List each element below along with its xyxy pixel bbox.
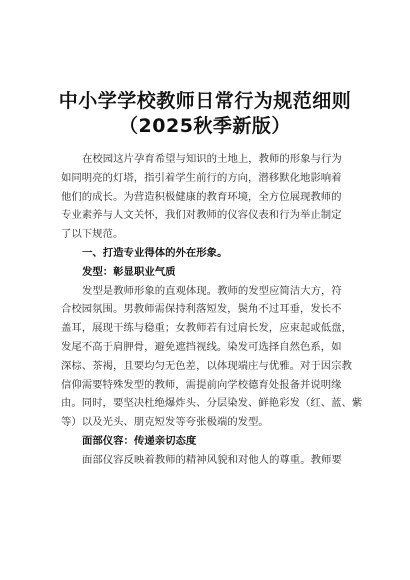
subheading-label: 发型： <box>82 265 114 278</box>
hair-line: 信仰需要特殊发型的教师，需提前向学校德育处报备并说明缘 <box>61 378 342 391</box>
hair-line: 由。同时，要坚决杜绝爆炸头、分层染发、鲜艳彩发（红、蓝、紫 <box>61 397 363 410</box>
section-heading: 一、打造专业得体的外在形象。 <box>82 246 228 259</box>
hair-line: 发尾不高于肩胛骨，避免遮挡视线。染发可选择自然色系，如 <box>61 340 342 353</box>
document-title: 中小学学校教师日常行为规范细则 <box>58 90 352 112</box>
hair-line: 盖耳，展现干练与稳重；女教师若有过肩长发，应束起或低盘， <box>61 322 352 335</box>
hair-line: 发型是教师形象的直观体现。教师的发型应简洁大方，符 <box>82 284 342 297</box>
intro-line: 在校园这片孕育希望与知识的土地上，教师的形象与行为 <box>82 153 342 165</box>
subheading-label: 面部仪容： <box>82 434 134 447</box>
intro-line: 如同明亮的灯塔，指引着学生前行的方向，潜移默化地影响着 <box>61 171 342 184</box>
face-line: 面部仪容反映着教师的精神风貌和对他人的尊重。教师要 <box>82 453 342 466</box>
intro-line: 了以下规范。 <box>61 228 124 241</box>
intro-line: 专业素养与人文关怀，我们对教师的仪容仪表和行为举止制定 <box>61 209 342 222</box>
subheading-text: 彰显职业气质 <box>113 265 176 278</box>
document-subtitle: （2025秋季新版） <box>119 115 291 137</box>
hair-line: 合校园氛围。男教师需保持利落短发，鬓角不过耳垂，发长不 <box>61 303 342 316</box>
hair-line: 等）以及光头、朋克短发等夸张极端的发型。 <box>61 416 269 429</box>
document-body <box>61 150 363 470</box>
subheading-face <box>61 432 353 451</box>
hair-line: 深棕、茶褐，且要均匀无色差，以体现端庄与优雅。对于因宗教 <box>61 359 352 372</box>
subheading-text: 传递亲切态度 <box>133 434 197 447</box>
intro-line: 他们的成长。为营造积极健康的教育环境，全方位展现教师的 <box>61 190 342 203</box>
subheading-hair <box>61 263 353 282</box>
